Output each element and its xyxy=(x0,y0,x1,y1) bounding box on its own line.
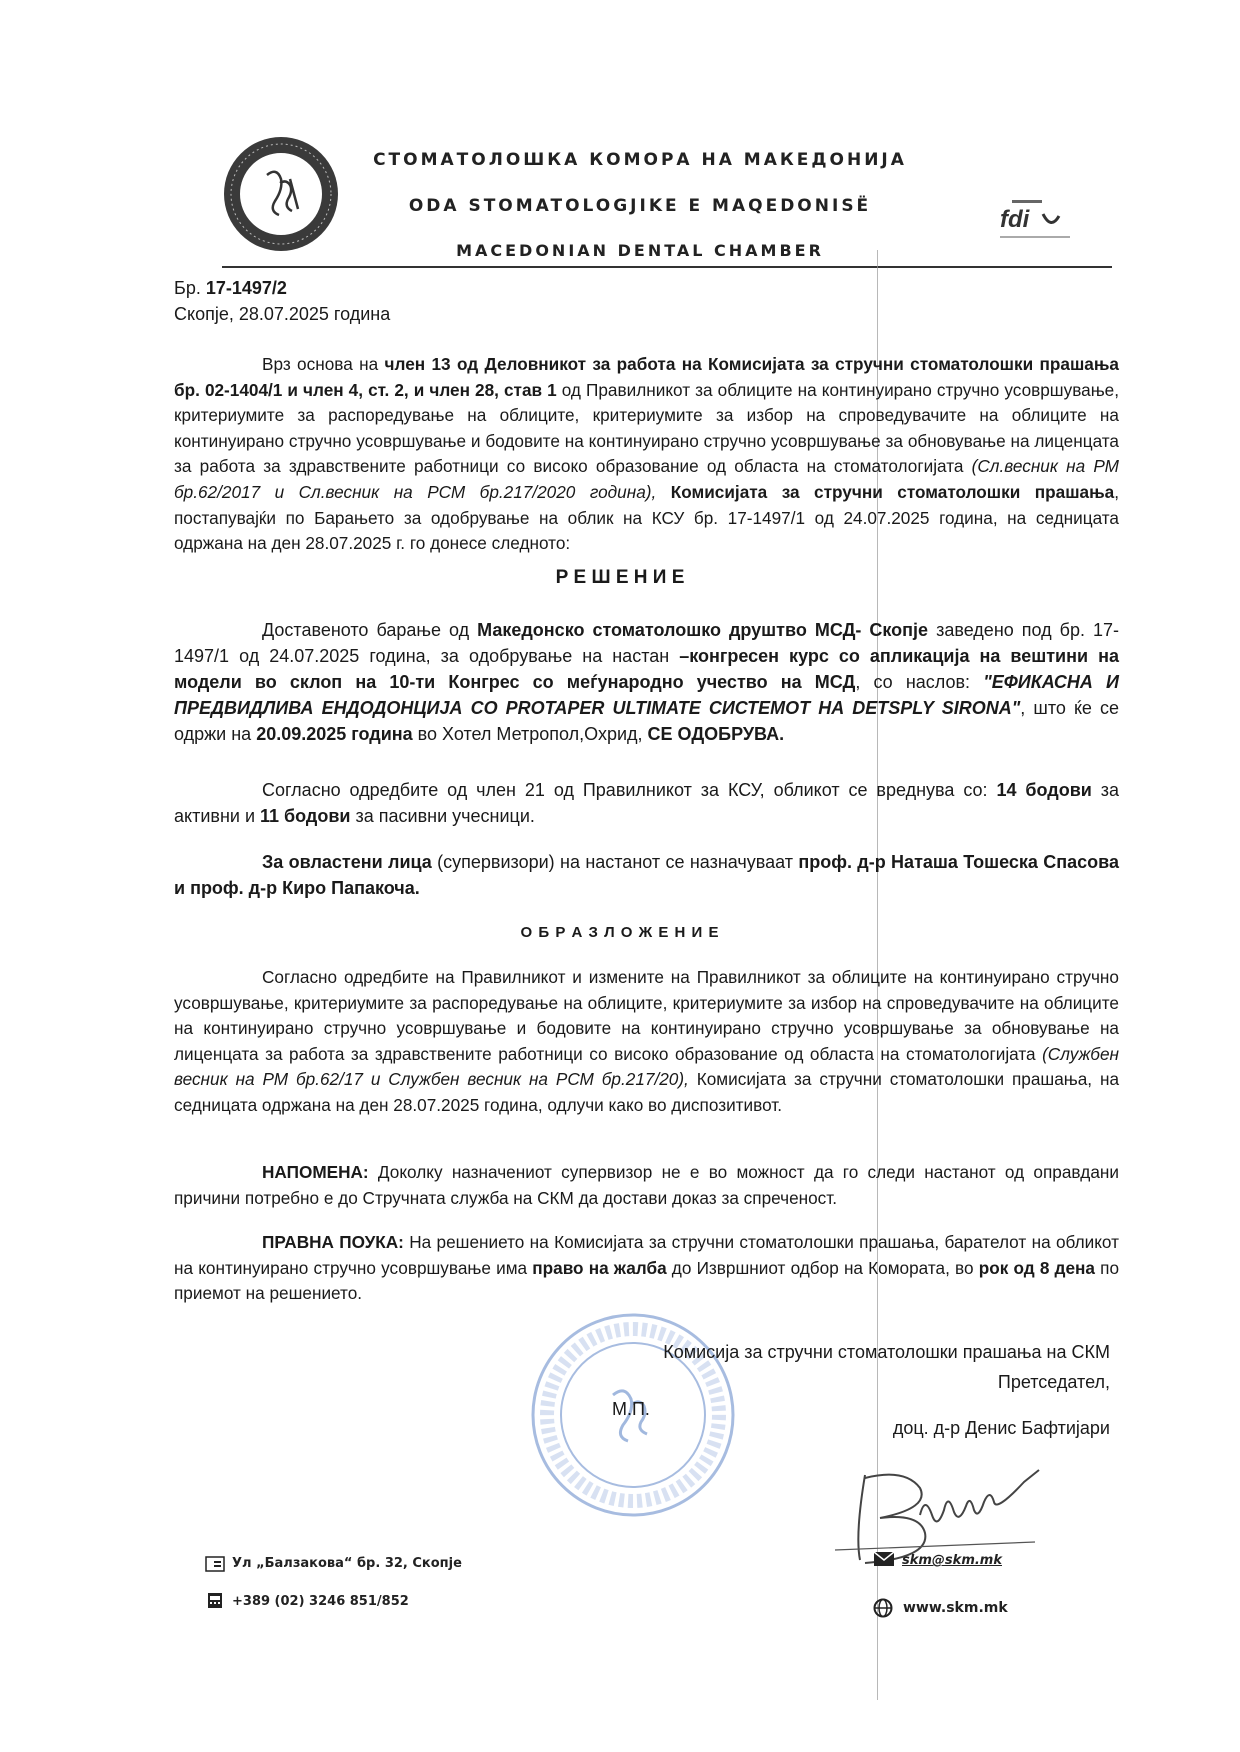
supervisors-paragraph: За овластени лица (супервизори) на настанот се назначуваат проф. д-р Наташа Тошеска Спасова и проф. д-р Киро Папакоча. xyxy=(174,852,1119,898)
note-paragraph: НАПОМЕНА: Доколку назначениот супервизор не е во можност да го следи настанот од оправдани причини потребно е до Стручната служба на СКМ да достави доказ за спреченост. xyxy=(174,1162,1119,1208)
reasoning-paragraph: Согласно одредбите на Правилникот и измените на Правилникот за облиците на континуирано стручно усовршување, критериумите за распоредување на облиците, критериумите за избор на спроведувачите на облиците на континуирано стручно усовршување и бодовите на континуирано стручно усовршување за обновување на лиценцата за работа за здравствените работници со високо образование од областа на стоматологијата (Службен весник на РМ бр.62/17 и Службен весник на РСМ бр.217/20), Комисијата за стручни стоматолошки прашања, на седницата одржана на ден 28.07.2025 година, одлучи како во диспозитивот. xyxy=(174,967,1120,1115)
chamber-logo xyxy=(222,135,340,253)
signatory-name: доц. д-р Денис Бафтијари xyxy=(892,1418,1110,1438)
header-title-en: MACEDONIAN DENTAL CHAMBER xyxy=(456,241,824,260)
document-number: Бр. 17-1497/2 xyxy=(174,278,287,298)
phone-number: +389 (02) 3246 851/852 xyxy=(232,1594,409,1609)
header-divider xyxy=(222,266,1112,268)
decision-title: Р Е Ш Е Н И Е xyxy=(555,567,685,588)
signing-committee: Комисија за стручни стоматолошки прашања на СКМ xyxy=(663,1342,1110,1362)
address-icon xyxy=(205,1556,225,1572)
globe-icon xyxy=(873,1598,893,1618)
decision-paragraph: Доставеното барање од Македонско стоматолошко друштво МСД- Скопје заведено под бр. 17-1497/1 од 24.07.2025 година, за одобрување на настан –конгресен курс со апликација на вештини на модели во склоп на 10-ти Конгрес со меѓународно учество на МСД, со наслов: "ЕФИКАСНА И ПРЕДВИДЛИВА ЕНДОДОНЦИЈА СО PROTAPER ULTIMATE СИСТЕМОТ НА DETSPLY SIRONA", што ќе се одржи на 20.09.2025 година во Хотел Метропол,Охрид, СЕ ОДОБРУВА. xyxy=(174,620,1119,744)
header-title-mk: СТОМАТОЛОШКА КОМОРА НА МАКЕДОНИЈА xyxy=(373,150,907,170)
legal-remedy-paragraph: ПРАВНА ПОУКА: На решението на Комисијата за стручни стоматолошки прашања, барателот на обликот на континуирано стручно усовршување има право на жалба до Извршниот одбор на Комората, во рок од 8 дена по приемот на решението. xyxy=(174,1232,1120,1304)
place-date: Скопје, 28.07.2025 година xyxy=(174,304,391,324)
signature-block xyxy=(600,1337,1110,1443)
stamp-place-label: М.П. xyxy=(612,1399,650,1419)
phone-icon xyxy=(207,1591,223,1609)
fdi-logo: fdi xyxy=(1000,200,1080,248)
signatory-role: Претседател, xyxy=(997,1372,1110,1392)
intro-paragraph: Врз основа на член 13 од Деловникот за работа на Комисијата за стручни стоматолошки прашања бр. 02-1404/1 и член 4, ст. 2, и член 28, став 1 од Правилникот за облиците на континуирано стручно усовршување, критериумите за распоредување на облиците, критериумите за избор на спроведувачите на облиците на континуирано стручно усовршување и бодовите на континуирано стручно усовршување за обновување на лиценцата за работа за здравствените работници со високо образование од областа на стоматологијата (Сл.весник на РМ бр.62/2017 и Сл.весник на РСМ бр.217/2020 година), Комисијата за стручни стоматолошки прашања, постапувајќи по Барањето за одобрување на облик на КСУ бр. 17-1497/1 од 24.07.2025 година, на седницата одржана на ден 28.07.2025 г. го донесе следното: xyxy=(174,354,1120,554)
header-title-sq: ODA STOMATOLOGJIKE E MAQEDONISË xyxy=(408,196,872,216)
reasoning-title: О Б Р А З Л О Ж Е Н И Е xyxy=(520,924,720,941)
points-paragraph: Согласно одредбите од член 21 од Правилникот за КСУ, обликот се вреднува со: 14 бодови за активни и 11 бодови за пасивни учесници. xyxy=(174,780,1120,826)
address-text: Ул „Балзакова“ бр. 32, Скопје xyxy=(232,1556,462,1571)
email-link[interactable]: skm@skm.mk xyxy=(902,1553,1002,1568)
email-icon xyxy=(874,1552,894,1566)
website-link[interactable]: www.skm.mk xyxy=(903,1600,1008,1616)
